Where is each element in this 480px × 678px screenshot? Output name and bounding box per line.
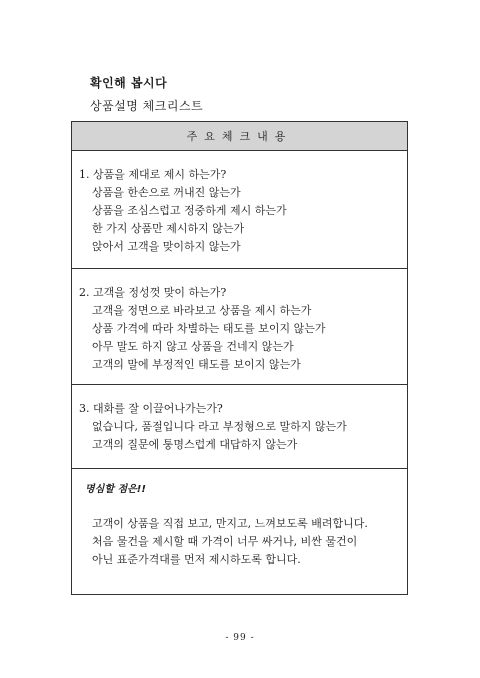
checklist-item: 고객의 질문에 퉁명스럽게 대답하지 않는가 bbox=[92, 438, 298, 451]
page-number: - 99 - bbox=[225, 633, 255, 643]
checklist-item: 상품 가격에 따라 차별하는 태도를 보이지 않는가 bbox=[92, 322, 326, 335]
checklist-section bbox=[72, 385, 407, 469]
note-section bbox=[72, 469, 407, 595]
checklist-item: 고객의 말에 부정적인 태도를 보이지 않는가 bbox=[92, 358, 301, 371]
note-line: 아닌 표준가격대를 먼저 제시하도록 합니다. bbox=[92, 553, 301, 566]
note-title: 명심할 점은!! bbox=[85, 484, 146, 495]
checklist-section bbox=[72, 151, 407, 269]
checklist-item: 한 가지 상품만 제시하지 않는가 bbox=[92, 222, 245, 235]
checklist-item: 고객을 정면으로 바라보고 상품을 제시 하는가 bbox=[92, 304, 312, 317]
checklist-item: 없습니다, 품절입니다 라고 부정형으로 말하지 않는가 bbox=[92, 420, 347, 433]
checklist-item: 상품을 조심스럽고 정중하게 제시 하는가 bbox=[92, 204, 287, 217]
checklist-item: 앉아서 고객을 맞이하지 않는가 bbox=[92, 240, 241, 253]
question-title: 3. 대화를 잘 이끌어나가는가? bbox=[79, 402, 223, 415]
checklist-header: 주요체크내용 bbox=[72, 122, 407, 151]
checklist-table bbox=[71, 121, 408, 595]
checklist-section bbox=[72, 269, 407, 385]
page-heading: 확인해 봅시다 bbox=[90, 76, 168, 90]
checklist-item: 아무 말도 하지 않고 상품을 건네지 않는가 bbox=[92, 340, 294, 353]
note-line: 처음 물건을 제시할 때 가격이 너무 싸거나, 비싼 물건이 bbox=[92, 535, 358, 548]
question-title: 1. 상품을 제대로 제시 하는가? bbox=[79, 168, 227, 181]
checklist-item: 상품을 한손으로 꺼내진 않는가 bbox=[92, 186, 241, 199]
page-subheading: 상품설명 체크리스트 bbox=[90, 99, 204, 113]
note-line: 고객이 상품을 직접 보고, 만지고, 느껴보도록 배려합니다. bbox=[92, 517, 368, 530]
question-title: 2. 고객을 정성껏 맞이 하는가? bbox=[79, 286, 227, 299]
